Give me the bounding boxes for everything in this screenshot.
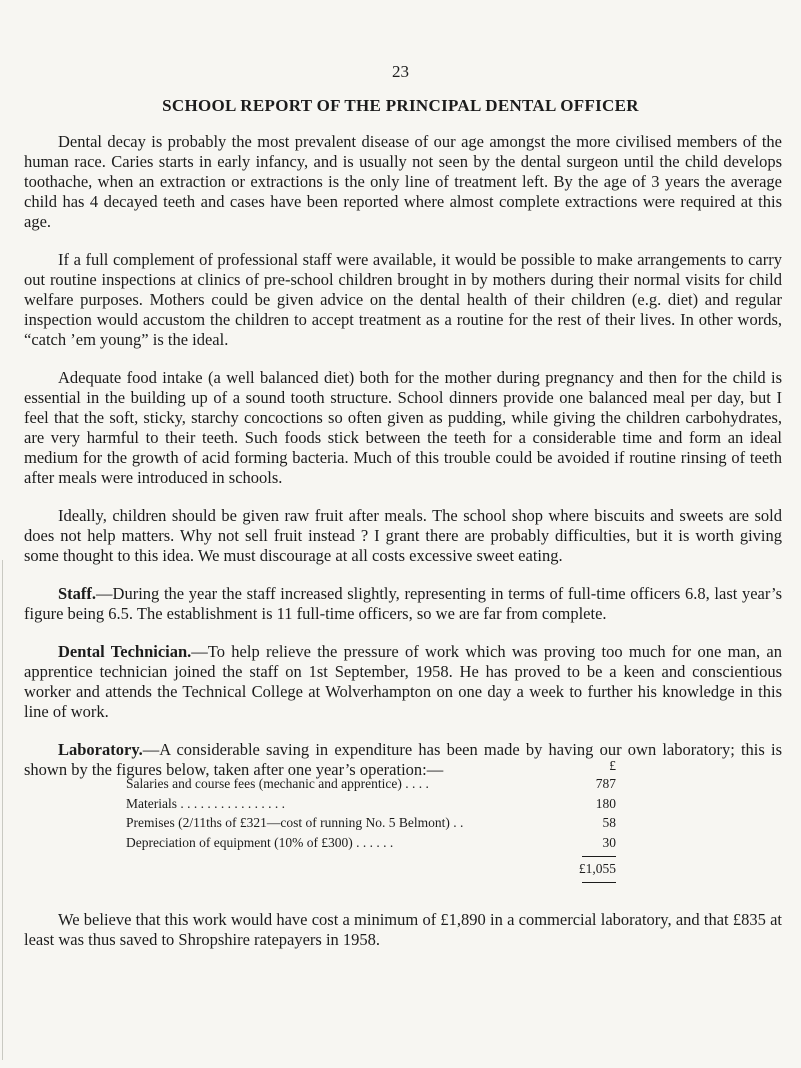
page-number: 23 [392,62,409,81]
total-rule-divider [582,882,616,883]
row-label: Salaries and course fees (mechanic and apprentice) . . . . [126,776,429,791]
report-body [24,132,782,798]
row-value: 58 [602,815,616,830]
row-value: 787 [595,776,616,791]
paragraph-raw-fruit: Ideally, children should be given raw fruit after meals. The school shop where biscuits and sweets are sold does not help matters. Why not sell fruit instead ? I grant there are probably difficulties, but it is worth giving some thought to this idea. We must discourage at all costs excessive sweet eating. [24,506,782,565]
table-row [126,813,616,833]
row-label: Depreciation of equipment (10% of £300) . . . . . . [126,834,394,850]
row-label: Materials . . . . . . . . . . . . . . . . [126,795,285,811]
paragraph-staff: Staff.—During the year the staff increased slightly, representing in terms of full-time officers 6.8, last year’s figure being 6.5. The establishment is 11 full-time officers, so we are far from complete. [24,584,782,623]
scan-margin-line [2,560,3,1060]
closing-paragraph [24,910,782,950]
row-value: 30 [602,834,616,850]
section-heading-laboratory: Laboratory. [58,740,143,759]
paragraph-food-intake: Adequate food intake (a well balanced diet) both for the mother during pregnancy and then for the child is essential in the building up of a sound tooth structure. School dinners provide one balanced meal per day, but I feel that the soft, sticky, starchy concoctions so often given as pudding, while giving the children carbohydrates, are very harmful to their teeth. Such foods stick between the teeth for a considerable time and form an ideal medium for the growth of acid forming bacteria. Much of this trouble could be avoided if routine rinsing of teeth after meals were introduced in schools. [24,368,782,487]
row-label: Premises (2/11ths of £321—cost of running No. 5 Belmont) . . [126,815,464,830]
section-heading-staff: Staff. [58,584,97,603]
sum-rule-divider [582,856,616,857]
table-row [126,774,616,794]
row-value: 180 [595,795,616,811]
page-title: SCHOOL REPORT OF THE PRINCIPAL DENTAL OFFICER [162,96,639,115]
section-heading-dental-technician: Dental Technician. [58,642,192,661]
table-row [126,833,616,853]
currency-header: £ [609,758,616,773]
table-row [126,794,616,814]
paragraph-laboratory: Laboratory.—A considerable saving in expenditure has been made by having our own laboratory; this is shown by the figures below, taken after one year’s operation:— [24,740,782,779]
closing-text: We believe that this work would have cost a minimum of £1,890 in a commercial laboratory, and that £835 at least was thus saved to Shropshire ratepayers in 1958. [24,910,782,949]
paragraph-dental-technician: Dental Technician.—To help relieve the pressure of work which was proving too much for one man, an apprentice technician joined the staff on 1st September, 1958. He has proved to be a keen and conscientious worker and attends the Technical College at Wolverhampton on one day a week to further his knowledge in this line of work. [24,642,782,721]
paragraph-dental-decay: Dental decay is probably the most prevalent disease of our age amongst the more civilised members of the human race. Caries starts in early infancy, and is usually not seen by the dental surgeon until the child develops toothache, when an extraction or extractions is the only line of treatment left. By the age of 3 years the average child has 4 decayed teeth and cases have been reported where almost complete extractions were required at this age. [24,132,782,231]
expenses-table [126,756,616,883]
paragraph-professional-staff: If a full complement of professional staff were available, it would be possible to make arrangements to carry out routine inspections at clinics of pre-school children brought in by mothers during their normal visits for child welfare purposes. Mothers could be given advice on the dental health of their children (e.g. diet) and regular inspection would accustom the children to accept treatment as a routine for the rest of their lives. In other words, “catch ’em young” is the ideal. [24,250,782,349]
expenses-total: £1,055 [578,861,616,876]
